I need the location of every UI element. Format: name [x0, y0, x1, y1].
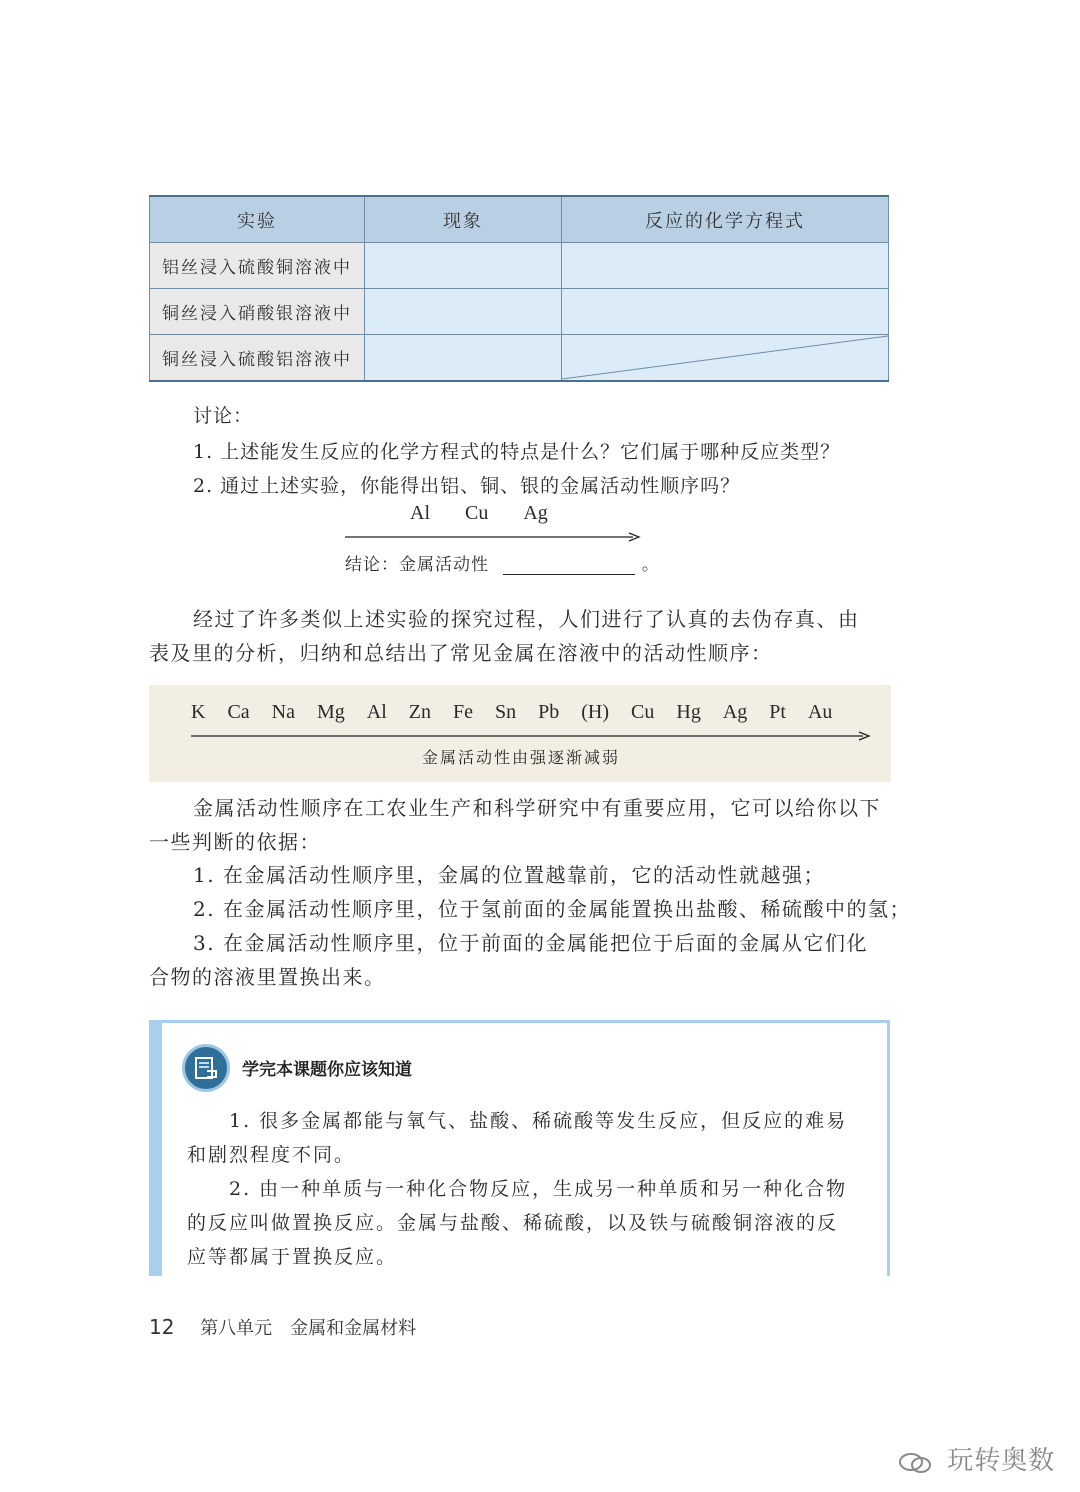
summary-p1-line2: 和剧烈程度不同。 [187, 1144, 356, 1166]
summary-box [149, 1020, 890, 1276]
summary-accent-strip [149, 1020, 162, 1276]
conclusion-end: 。 [641, 555, 660, 575]
series-metal: K [191, 701, 206, 723]
watermark-text: 玩转奥数 [947, 1446, 1056, 1476]
intro-line-1: 经过了许多类似上述实验的探究过程，人们进行了认真的去伪存真、由 [193, 607, 860, 631]
row-equation-cell-slashed [562, 335, 889, 382]
summary-p2-line1: 2. 由一种单质与一种化合物反应，生成另一种单质和另一种化合物 [229, 1178, 848, 1200]
activity-metals [410, 502, 548, 525]
table-row [150, 289, 889, 335]
table-header-row [150, 196, 889, 243]
discussion-question-1: 1. 上述能发生反应的化学方程式的特点是什么？它们属于哪种反应类型？ [193, 441, 841, 463]
page-number: 12 [149, 1315, 175, 1339]
activity-series-box [149, 685, 891, 782]
series-metal: (H) [581, 701, 610, 723]
conclusion-blank [503, 556, 635, 575]
uses-item-3b: 合物的溶液里置换出来。 [149, 965, 386, 989]
table-row [150, 335, 889, 382]
summary-p2-line2: 的反应叫做置换反应。金属与盐酸、稀硫酸，以及铁与硫酸铜溶液的反 [187, 1212, 839, 1234]
series-metal: Na [271, 701, 295, 723]
metal-cu: Cu [465, 502, 489, 524]
row-phenomenon-cell [365, 243, 562, 289]
summary-right-border [887, 1020, 890, 1276]
page-footer [149, 1314, 416, 1340]
series-metal: Ca [227, 701, 250, 723]
discussion-question-2: 2. 通过上述实验，你能得出铝、铜、银的金属活动性顺序吗？ [193, 475, 741, 497]
series-metal: Pt [769, 701, 786, 723]
diagonal-slash [562, 335, 888, 380]
series-metal: Mg [317, 701, 345, 723]
series-metal: Sn [495, 701, 517, 723]
table-row [150, 243, 889, 289]
header-experiment: 实验 [150, 196, 365, 243]
uses-line-2: 一些判断的依据： [149, 830, 321, 854]
row-phenomenon-cell [365, 289, 562, 335]
series-metal: Hg [676, 701, 701, 723]
experiment-table [149, 195, 889, 382]
row-equation-cell [562, 289, 889, 335]
series-caption: 金属活动性由强逐渐减弱 [422, 748, 621, 767]
series-arrow [191, 729, 871, 743]
activity-arrow [345, 530, 641, 544]
uses-item-2: 2. 在金属活动性顺序里，位于氢前面的金属能置换出盐酸、稀硫酸中的氢； [193, 897, 911, 921]
unit-title: 第八单元 金属和金属材料 [200, 1318, 417, 1339]
series-metal: Al [366, 701, 387, 723]
series-metal: Ag [722, 701, 748, 723]
metal-al: Al [410, 502, 430, 524]
summary-p2-line3: 应等都属于置换反应。 [187, 1246, 398, 1268]
intro-line-2: 表及里的分析，归纳和总结出了常见金属在溶液中的活动性顺序： [149, 641, 773, 665]
summary-p1-line1: 1. 很多金属都能与氧气、盐酸、稀硫酸等发生反应，但反应的难易 [229, 1110, 848, 1132]
metal-ag: Ag [523, 502, 548, 524]
watermark [898, 1440, 1055, 1477]
series-metal: Pb [538, 701, 560, 723]
uses-line-1: 金属活动性顺序在工农业生产和科学研究中有重要应用，它可以给你以下 [193, 796, 881, 820]
row-experiment: 铜丝浸入硝酸银溶液中 [150, 289, 365, 335]
conclusion-line [345, 550, 660, 575]
series-metal: Au [807, 701, 833, 723]
book-hand-icon [182, 1044, 230, 1092]
uses-item-1: 1. 在金属活动性顺序里，金属的位置越靠前，它的活动性就越强； [193, 863, 825, 887]
series-metal: Zn [408, 701, 432, 723]
header-equation: 反应的化学方程式 [562, 196, 889, 243]
conclusion-label: 结论：金属活动性 [345, 555, 489, 575]
wechat-icon [898, 1451, 932, 1473]
series-metal: Cu [631, 701, 655, 723]
summary-top-border [162, 1020, 890, 1023]
uses-item-3a: 3. 在金属活动性顺序里，位于前面的金属能把位于后面的金属从它们化 [193, 931, 868, 955]
row-phenomenon-cell [365, 335, 562, 382]
row-experiment: 铝丝浸入硫酸铜溶液中 [150, 243, 365, 289]
series-metal: Fe [453, 701, 474, 723]
summary-title: 学完本课题你应该知道 [242, 1060, 412, 1080]
discussion-title: 讨论： [193, 405, 254, 427]
activity-series-metals [191, 701, 832, 724]
row-experiment: 铜丝浸入硫酸铝溶液中 [150, 335, 365, 382]
header-phenomenon: 现象 [365, 196, 562, 243]
row-equation-cell [562, 243, 889, 289]
